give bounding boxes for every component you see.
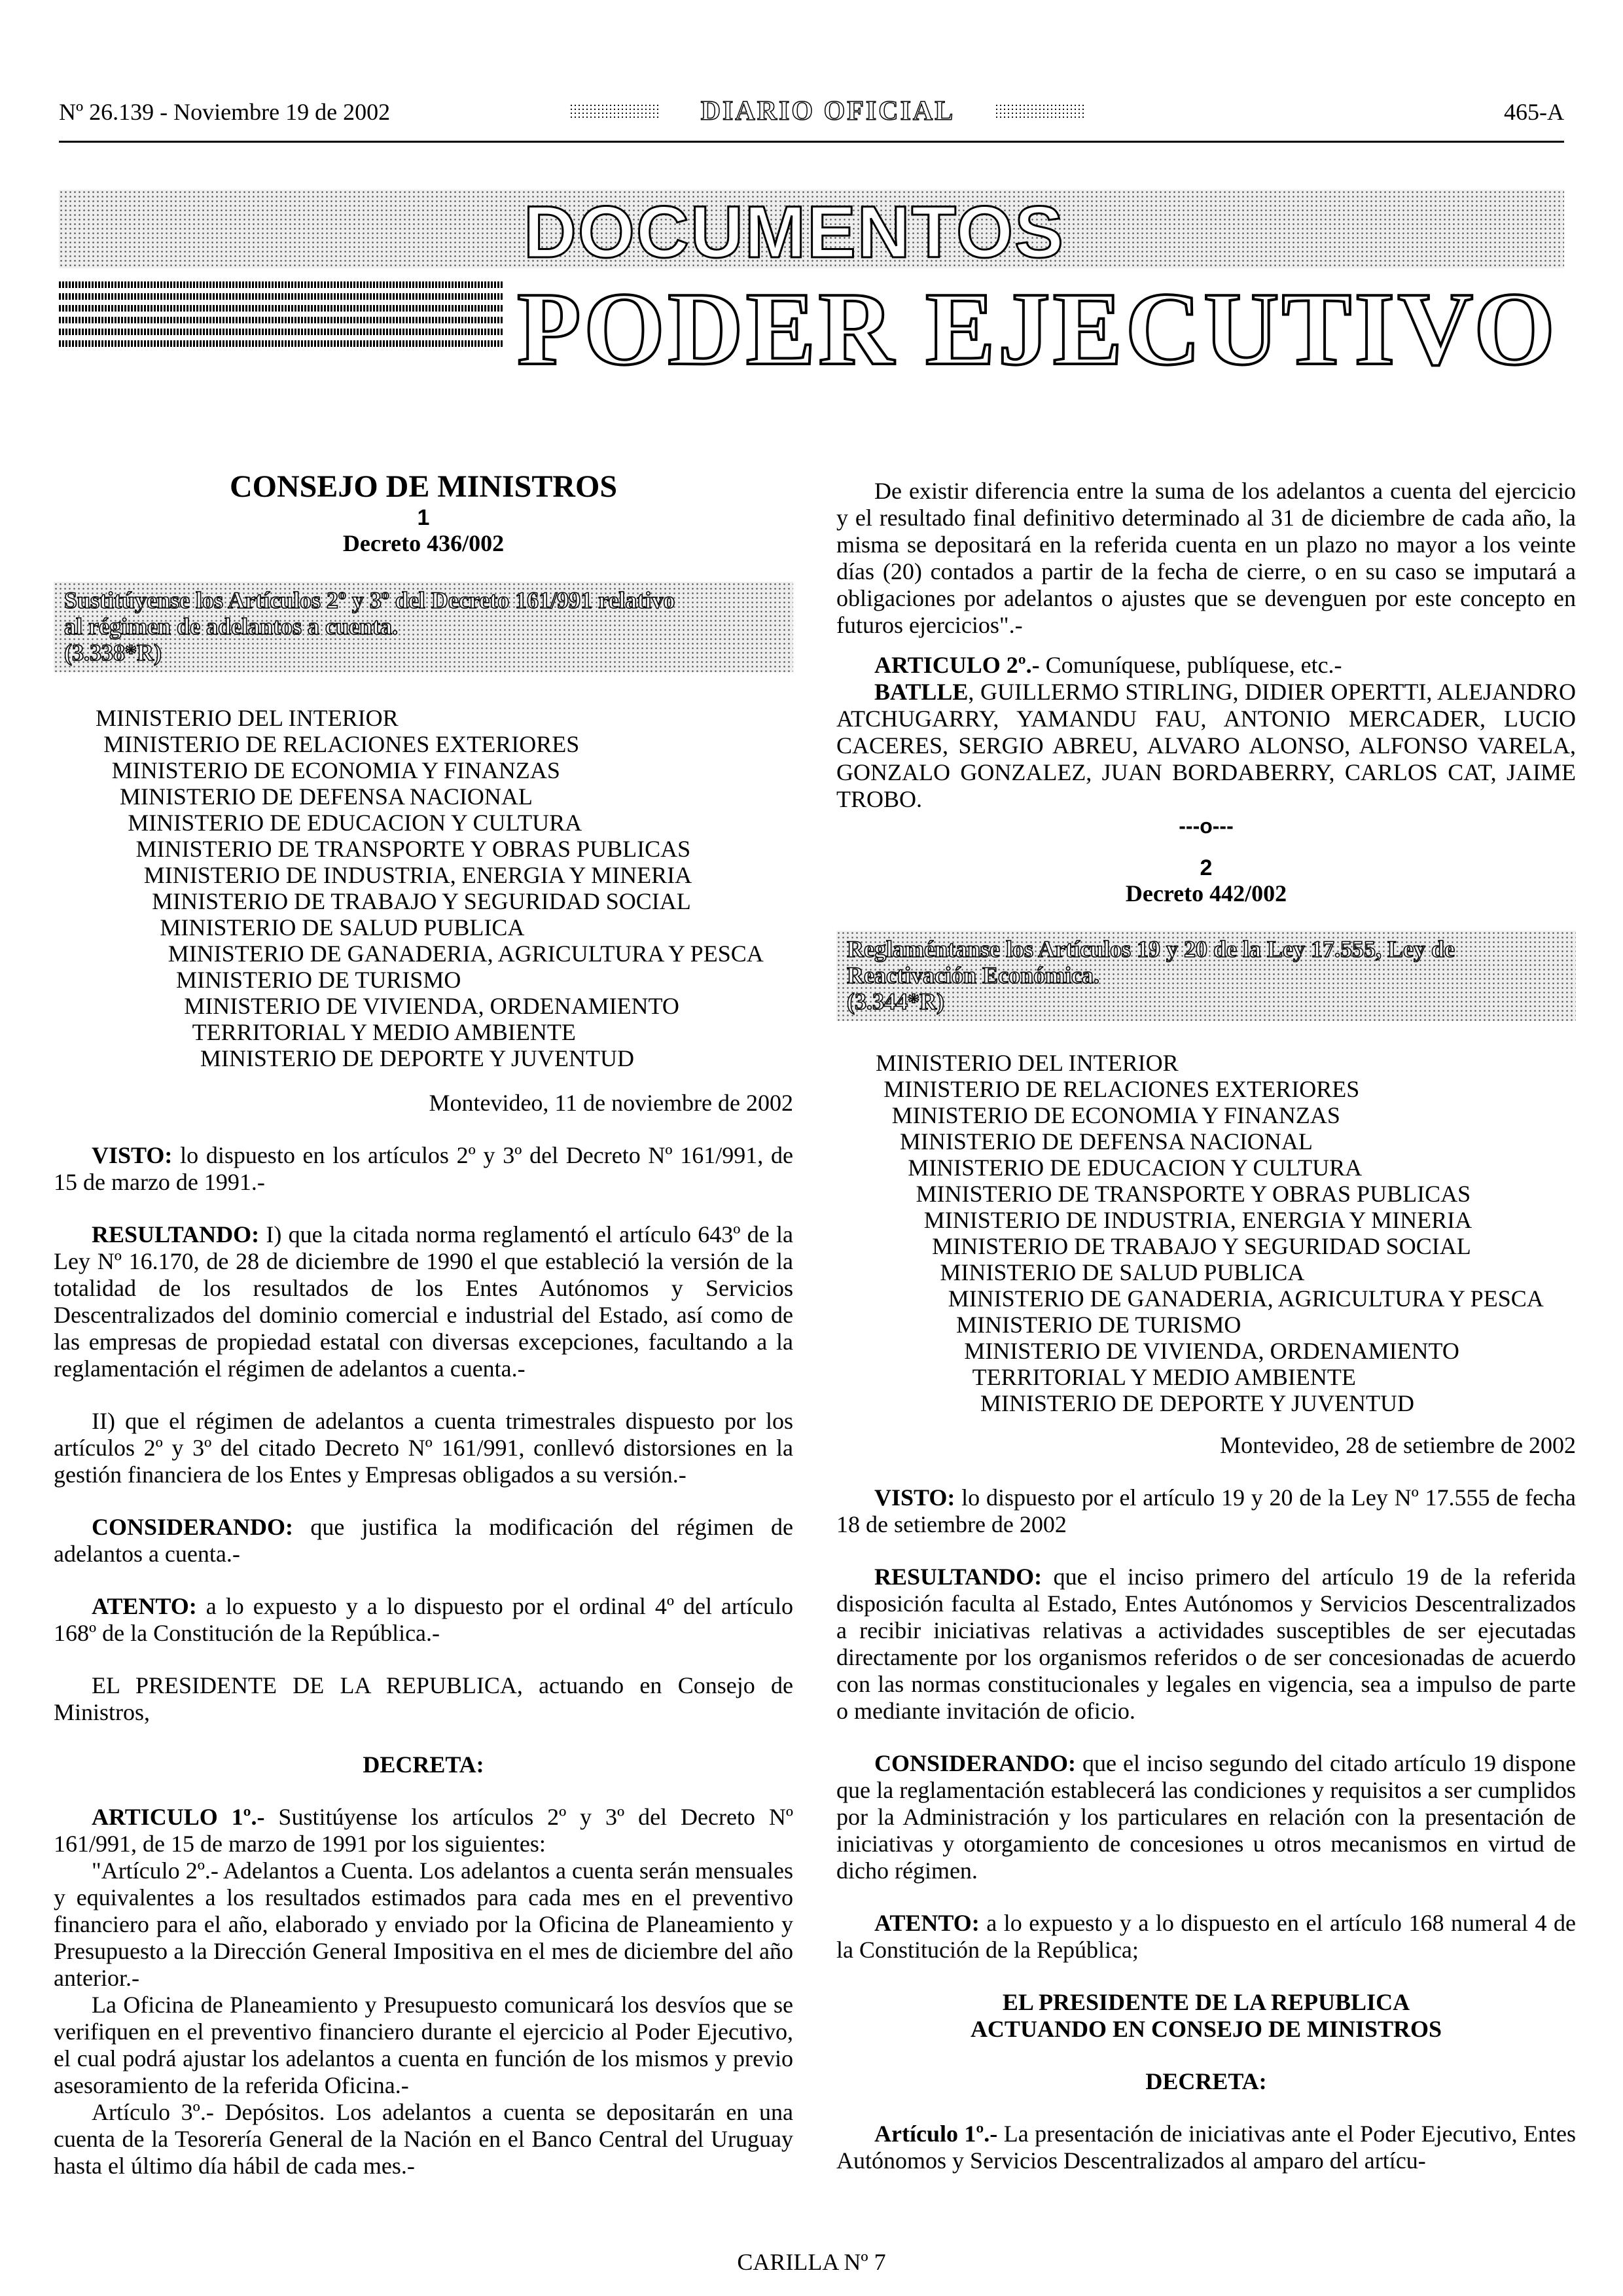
banner-documentos: DOCUMENTOS [524,191,1065,273]
visto-text: lo dispuesto por el artículo 19 y 20 de la Ley Nº 17.555 de fecha 18 de setiembre de 2002 [836,1484,1576,1537]
presidente-line-1: EL PRESIDENTE DE LA REPUBLICA [1002,1989,1410,2015]
atento-text: a lo expuesto y a lo dispuesto por el ordinal 4º del artículo 168º de la Constitución de la República.- [54,1593,793,1646]
ministry-line: MINISTERIO DE DEFENSA NACIONAL [119,783,533,810]
continuation-paragraph: De existir diferencia entre la suma de los adelantos a cuenta del ejercicio y el resultado final definitivo determinado al 31 de diciembre de cada año, la misma se depositará en la referida cuenta en un plazo no mayor a los veinte días (20) contados a partir de la fecha de cierre, o en su caso se imputará a obligaciones por adelantos o ajustes que se devenguen por este concepto en futuros ejercicios".- [836,478,1576,638]
ministry-line: MINISTERIO DE RELACIONES EXTERIORES [103,731,580,757]
article-1-quote-3: Artículo 3º.- Depósitos. Los adelantos a cuenta se depositarán en una cuenta de la Tesorería General de la Nación en el Banco Central del Uruguay hasta el último día hábil de cada mes.- [54,2099,793,2179]
ministry-line: MINISTERIO DE VIVIENDA, ORDENAMIENTO [184,993,679,1019]
article-1-quote-1: "Artículo 2º.- Adelantos a Cuenta. Los adelantos a cuenta serán mensuales y equivalentes a los resultados estimados para cada mes en el preventivo financiero para el año, elaborado y enviado por la Oficina de Planeamiento y Presupuesto a la Dirección General Impositiva en el mes de diciembre del año anterior.- [54,1857,793,1991]
ministry-line: MINISTERIO DE TRABAJO Y SEGURIDAD SOCIAL [152,888,691,914]
resultando-paragraph [54,1221,793,1382]
masthead-right-hatch [995,103,1086,120]
visto-paragraph [836,1484,1576,1538]
atento-label: ATENTO: [92,1593,197,1619]
ministry-line: MINISTERIO DE DEPORTE Y JUVENTUD [980,1390,1415,1416]
ministry-line: MINISTERIO DEL INTERIOR [96,705,399,731]
atento-label: ATENTO: [874,1910,980,1936]
atento-text: a lo expuesto y a lo dispuesto en el artículo 168 numeral 4 de la Constitución de la República; [836,1910,1576,1963]
ministry-line: MINISTERIO DE TRANSPORTE Y OBRAS PUBLICAS [916,1181,1471,1207]
masthead [569,98,1086,124]
ministry-line: MINISTERIO DE ECONOMIA Y FINANZAS [111,757,560,783]
atento-paragraph [836,1910,1576,1964]
separator: ---o--- [1179,814,1234,838]
considerando-label: CONSIDERANDO: [92,1514,294,1540]
article-1-label: ARTICULO 1º.- [92,1804,265,1830]
date-line: Montevideo, 28 de setiembre de 2002 [1220,1432,1576,1458]
decreta-heading: DECRETA: [363,1751,484,1778]
ministry-line: TERRITORIAL Y MEDIO AMBIENTE [972,1364,1356,1390]
considerando-label: CONSIDERANDO: [874,1750,1077,1776]
ministry-line: TERRITORIAL Y MEDIO AMBIENTE [192,1019,576,1045]
visto-label: VISTO: [874,1484,955,1511]
summary-line: al régimen de adelantos a cuenta. [64,613,398,639]
summary-line: Reglaméntanse los Artículos 19 y 20 de la Ley 17.555, Ley de [847,936,1455,962]
presidente-line-2: ACTUANDO EN CONSEJO DE MINISTROS [970,2016,1442,2042]
signers-paragraph [836,679,1576,813]
ministry-line: MINISTERIO DE INDUSTRIA, ENERGIA Y MINERIA [143,862,692,888]
decreta-heading: DECRETA: [1145,2068,1267,2094]
article-2-paragraph [836,652,1576,679]
decree-summary [836,931,1576,1021]
article-2-text: Comuníquese, publíquese, etc.- [1039,652,1342,678]
ministry-line: MINISTERIO DE TURISMO [956,1312,1241,1338]
decree-number: 2 [1200,855,1213,880]
article-1-label: Artículo 1º.- [874,2121,998,2147]
article-2-label: ARTICULO 2º.- [874,652,1040,678]
ministries-list [54,705,793,1071]
signers-lead: BATLLE [874,679,969,705]
decree-summary [54,582,793,672]
ministry-line: MINISTERIO DE TRANSPORTE Y OBRAS PUBLICAS [135,836,691,862]
ministry-line: MINISTERIO DEL INTERIOR [876,1050,1179,1076]
resultando-paragraph [836,1564,1576,1725]
resultando-label: RESULTANDO: [92,1221,260,1247]
visto-label: VISTO: [92,1142,173,1168]
header-page: 465-A [1504,99,1564,125]
ministries-list [836,1050,1576,1416]
resultando-ii-paragraph: II) que el régimen de adelantos a cuenta trimestrales dispuesto por los artículos 2º y 3º del citado Decreto Nº 161/991, conllevó distorsiones en la gestión financiera de los Entes y Empresas obligados a su versión.- [54,1408,793,1488]
decree-title: Decreto 436/002 [342,530,505,556]
decree-title: Decreto 442/002 [1125,880,1287,906]
column-right [836,478,1576,2174]
ministry-line: MINISTERIO DE EDUCACION Y CULTURA [908,1155,1363,1181]
considerando-paragraph [54,1514,793,1568]
banner-lines [59,281,504,367]
ministry-line: MINISTERIO DE DEFENSA NACIONAL [899,1128,1313,1155]
summary-line: Reactivación Económica. [847,962,1099,988]
ministry-line: MINISTERIO DE GANADERIA, AGRICULTURA Y PESCA [168,941,764,967]
ministry-line: MINISTERIO DE SALUD PUBLICA [160,914,525,941]
article-1-text: Sustitúyense los artículos 2º y 3º del Decreto Nº 161/991, de 15 de marzo de 1991 por los siguientes: [54,1804,793,1857]
summary-line: (3.338*R) [64,639,162,666]
considerando-text: que justifica la modificación del régimen de adelantos a cuenta.- [54,1514,793,1567]
ministry-line: MINISTERIO DE ECONOMIA Y FINANZAS [891,1102,1340,1128]
considerando-text: que el inciso segundo del citado artículo 19 dispone que la reglamentación establecerá las condiciones y requisitos a ser cumplidos por la Administración y los particulares en relación con la presentación de iniciativas y otorgamiento de concesiones u otros mecanismos en virtud de dicho régimen. [836,1750,1576,1884]
article-1-paragraph [54,1804,793,1857]
ministry-line: MINISTERIO DE EDUCACION Y CULTURA [128,810,582,836]
ministry-line: MINISTERIO DE GANADERIA, AGRICULTURA Y PESCA [948,1285,1544,1312]
ministry-line: MINISTERIO DE INDUSTRIA, ENERGIA Y MINERIA [923,1207,1472,1233]
article-1-paragraph [836,2121,1576,2174]
resultando-label: RESULTANDO: [874,1564,1043,1590]
ministry-line: MINISTERIO DE TRABAJO Y SEGURIDAD SOCIAL [932,1233,1471,1259]
ministry-line: MINISTERIO DE SALUD PUBLICA [940,1259,1305,1285]
article-1-text: La presentación de iniciativas ante el Poder Ejecutivo, Entes Autónomos y Servicios Descentralizados al amparo del artícu- [836,2121,1576,2174]
summary-line: (3.344*R) [847,988,944,1014]
banner-poder-ejecutivo: PODER EJECUTIVO [517,270,1558,387]
resultando-text: que el inciso primero del artículo 19 de la referida disposición faculta al Estado, Entes Autónomos y Servicios Descentralizados a recibir iniciativas relativas a actividades susceptibles de ser ejecutadas directamente por los organismos referidos o de ser concesionadas de acuerdo con las normas constitucionales y legales en vigencia, sea a impulso de parte o mediante invitación de oficio. [836,1564,1576,1724]
signers-text: , GUILLERMO STIRLING, DIDIER OPERTTI, ALEJANDRO ATCHUGARRY, YAMANDU FAU, ANTONIO MERCADER, LUCIO CACERES, SERGIO ABREU, ALVARO ALONSO, ALFONSO VARELA, GONZALO GONZALEZ, JUAN BORDABERRY, CARLOS CAT, JAIME TROBO. [836,679,1576,812]
ministry-line: MINISTERIO DE DEPORTE Y JUVENTUD [200,1045,635,1071]
visto-text: lo dispuesto en los artículos 2º y 3º del Decreto Nº 161/991, de 15 de marzo de 1991.- [54,1142,793,1195]
masthead-title: DIARIO OFICIAL [700,96,955,126]
ministry-line: MINISTERIO DE RELACIONES EXTERIORES [883,1076,1360,1102]
article-1-quote-2: La Oficina de Planeamiento y Presupuesto comunicará los desvíos que se verifiquen en el preventivo financiero durante el ejercicio al Poder Ejecutivo, el cual podrá ajustar los adelantos a cuenta en función de los mismos y previo asesoramiento de la referida Oficina.- [54,1992,793,2098]
decree-number: 1 [417,505,430,530]
masthead-left-hatch [569,103,661,120]
summary-line: Sustitúyense los Artículos 2º y 3º del Decreto 161/991 relativo [64,587,675,613]
footer-carilla: CARILLA Nº 7 [737,2249,886,2275]
visto-paragraph [54,1142,793,1196]
atento-paragraph [54,1593,793,1647]
section-title: CONSEJO DE MINISTROS [229,469,618,504]
presidente-paragraph: EL PRESIDENTE DE LA REPUBLICA, actuando en Consejo de Ministros, [54,1672,793,1725]
column-left [54,469,793,2179]
ministry-line: MINISTERIO DE TURISMO [176,967,461,993]
date-line: Montevideo, 11 de noviembre de 2002 [429,1090,793,1116]
ministry-line: MINISTERIO DE VIVIENDA, ORDENAMIENTO [964,1338,1459,1364]
header-issue: Nº 26.139 - Noviembre 19 de 2002 [59,99,391,125]
header-rule [59,141,1564,143]
considerando-paragraph [836,1750,1576,1884]
resultando-text: I) que la citada norma reglamentó el artículo 643º de la Ley Nº 16.170, de 28 de diciembre de 1990 el que estableció la versión de la totalidad de los resultados de los Entes Autónomos y Servicios Descentralizados del dominio comercial e industrial del Estado, así como de las empresas de propiedad estatal con diversas excepciones, facultando a la reglamentación el régimen de adelantos a cuenta.- [54,1221,793,1382]
